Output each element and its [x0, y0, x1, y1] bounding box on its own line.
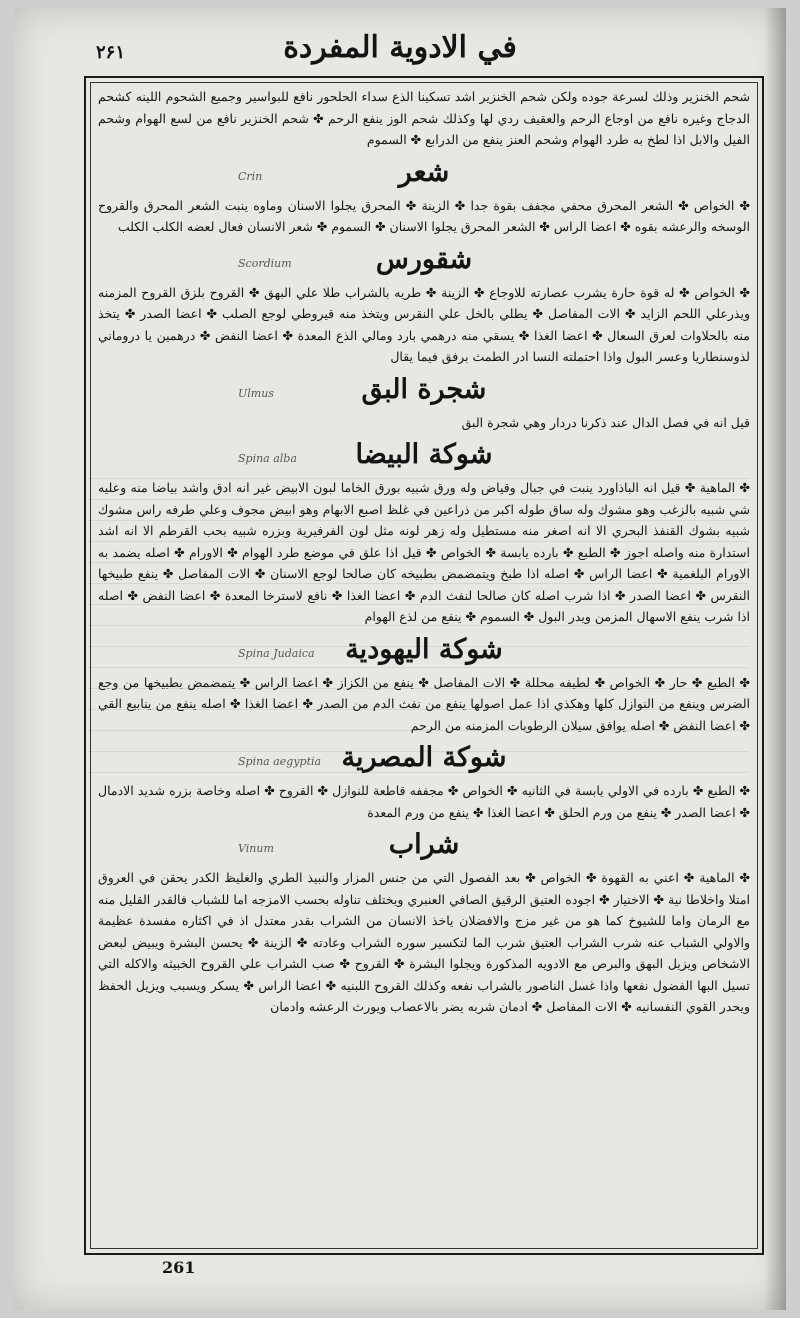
- running-head: [14, 26, 786, 74]
- entry-latin-note: Crin: [238, 169, 263, 183]
- entry-title: شعر: [398, 156, 450, 188]
- entry-latin-note: Scordium: [238, 256, 292, 270]
- book-page: [14, 8, 786, 1310]
- entry-text: ✤ الماهية ✤ قيل انه الباذاورد ينبت في جبال وقياض وله ورق شبيه بورق الخاما لبون الابيض غير انه ادق واشد بياضا منه وعليه شي شبيه بالزغب وهو مشوك وله ساق طوله اكبر من ذراعين في غلظ اصبع الابهام وهو ابيض مجوف وعلي طرفه راس مشوك شبيه بشوك القنفذ البحري الا انه اصغر منه مستطيل وله زهر لونه مثل لون الفرفيرية وبزره شبيه بحب القرطم الا انه اشد استدارة منه واصله اجوز ✤ الطبع ✤ بارده يابسة ✤ الخواص ✤ قيل اذا علق في موضع طرد الهوام ✤ الاورام ✤ اصله يضمد به الاورام البلغمية ✤ اعضا الراس ✤ اصله اذا طبخ ويتمضمض بطبيخه كان صالحا لوجع الاسنان ✤ الات المفاصل ✤ ينفع طبيخها النقرس ✤ اعضا الصدر ✤ اذا شرب اصله كان صالحا لنفث الدم ✤ اعضا الغذا ✤ نافع لاسترخا المعدة ✤ اعضا النفض ✤ اصله اذا شرب ينفع الاسهال المزمن ويدر البول ✤ السموم ✤ ينفع من لذع الهوام: [98, 480, 750, 624]
- entry-heading: [98, 238, 750, 282]
- entry: [98, 433, 750, 628]
- entry: [98, 736, 750, 823]
- entry-heading: [98, 151, 750, 195]
- entry-title: شجرة البق: [361, 373, 487, 405]
- entry-heading: [98, 823, 750, 867]
- entry-text: ✤ الماهية ✤ اعني به القهوة ✤ الخواص ✤ بعد الفصول التي من جنس المزار والنبيذ الطري والغليظ الكدر يحقن في العروق امتلا واخلاطا نية ✤ الاختيار ✤ اجوده العتيق الرقيق الصافي العنبري ويختلف تناوله بحسب الامزجه اما للشباب فالقدر القليل منه مع الرمان واما للشيوخ كما هو من غير مزج والافضلان ياخذ الانسان من الشراب بقدر معتدل اذ في اكثاره مفسدة عظيمة والاولي الشباب عنه شرب الشراب العتيق شرب الما لتكسير سوره الشراب وعادته ✤ الزينة ✤ يحسن البشرة ويبيض لبعض الاشخاص ويزيل البهق والبرص مع الادويه المذكورة ويجلوا البشرة ✤ القروح ✤ صب الشراب علي القروح الخبيثه والاكله التي تسيل البها الفضول نفعها واذا غسل الناصور بالشراب نفعه وكذلك القروح اللبنيه ✤ اعضا الراس ✤ يسكر ويسبب ويزيل الحفظ ويحدر القوي النفسانيه ✤ الات المفاصل ✤ ادمان شربه يضر بالاعصاب ويورث الرعشه وادمان: [98, 870, 750, 1014]
- entry: [98, 368, 750, 434]
- entry-title: شراب: [388, 829, 460, 860]
- entry-title: شقورس: [375, 243, 473, 275]
- entry-latin-note: Vinum: [238, 842, 274, 855]
- entry-heading: [98, 368, 750, 412]
- intro-paragraph: شحم الخنزير وذلك لسرعة جوده ولكن شحم الخنزير اشد تسكينا الذع سداء الحلحور نافع للبواسير وجميع الشحوم اللينه كشحم الدجاج وغيره نافع من اوجاع الرحم والعقيف ردي لها وكذلك شحم الوز ينفع الرحم ✤ شحم الخنزير نافع من لسع الهوام وشحم الفيل والابل اذا لطخ به طرد الهوام وشحم العنز ينفع من الدرابع ✤ السموم: [98, 89, 750, 147]
- page-number-top: ۲۶۱: [96, 42, 126, 63]
- entry-latin-note: Spina aegyptia: [238, 755, 322, 768]
- entry: [98, 823, 750, 1018]
- entry-heading: [98, 628, 750, 672]
- entry: [98, 628, 750, 737]
- entry-text: ✤ الطبع ✤ حار ✤ الخواص ✤ لطيفه محللة ✤ الات المفاصل ✤ ينفع من الكزاز ✤ اعضا الراس ✤ يتمضمض بطبيخها من وجع الضرس وينفع من النوازل كلها وهكذي اذا عمل اصولها ينفع من نفث الدم من الصدر ✤ اعضا الغذا ✤ اصله ينفع من ينابيع القي ✤ اعضا النفض ✤ اصله يوافق سيلان الرطوبات المزمنه من الرحم: [98, 674, 750, 733]
- entry-heading: [98, 433, 750, 477]
- text-block: [98, 86, 750, 1245]
- entry-title: شوكة المصرية: [341, 742, 507, 773]
- entry-latin-note: Ulmus: [238, 386, 274, 400]
- entry-heading: [98, 736, 750, 780]
- entry: [98, 238, 750, 368]
- page-number-bottom: 261: [162, 1258, 196, 1277]
- page-spine-shadow: [764, 8, 786, 1310]
- entry-text: ✤ الخواص ✤ له قوة حارة يشرب عصارته للاوجاع ✤ الزينة ✤ طريه بالشراب طلا علي البهق ✤ القروح بلزق القروح المزمنه ويذرعلي اللحم الزايد ✤ الات المفاصل ✤ يطلي بالخل علي النقرس ويتخذ منه قيروطي لوجع الصلب ✤ اعضا الصدر ✤ يتخذ منه بالحلاوات لعرق السعال ✤ اعضا الغذا ✤ يسقي منه درهمي بارد ومالي الذع المعدة ✤ اعضا النفض ✤ درهمين يا دروماني لذوسنطاريا وعسر البول واذا احتملته النسا ادر الطمث برفق فيما يقال: [98, 284, 751, 364]
- entry-text: ✤ الطبع ✤ بارده في الاولي يابسة في الثانيه ✤ الخواص ✤ مجففه قاطعة للنوازل ✤ القروح ✤ اصله وخاصة بزره شديد الادمال ✤ اعضا الصدر ✤ ينفع من ورم الحلق ✤ اعضا الغذا ✤ ينفع من ورم المعدة: [98, 783, 750, 820]
- entry-latin-note: Spina alba: [238, 452, 297, 465]
- entry: [98, 151, 750, 238]
- entry-title: شوكة اليهودية: [345, 633, 503, 665]
- entry-text: ✤ الخواص ✤ الشعر المحرق محفي مجفف بقوة جدا ✤ الزينة ✤ المحرق يجلوا الاسنان وماوه ينبت الشعر المحرق والقروح الوسخه والرعشه بقوه ✤ اعضا الراس ✤ الشعر المحرق يجلوا الاسنان ✤ السموم ✤ شعر الانسان فعال لعضه الكلب الكلب: [98, 197, 750, 234]
- entry-latin-note: Spina Judaica: [238, 646, 315, 660]
- entry-title: شوكة البيضا: [355, 439, 493, 470]
- text-frame: [84, 76, 764, 1255]
- entry-text: قيل انه في فصل الدال عند ذكرنا دردار وهي شجرة البق: [461, 414, 750, 430]
- running-title: في الادوية المفردة: [283, 30, 517, 65]
